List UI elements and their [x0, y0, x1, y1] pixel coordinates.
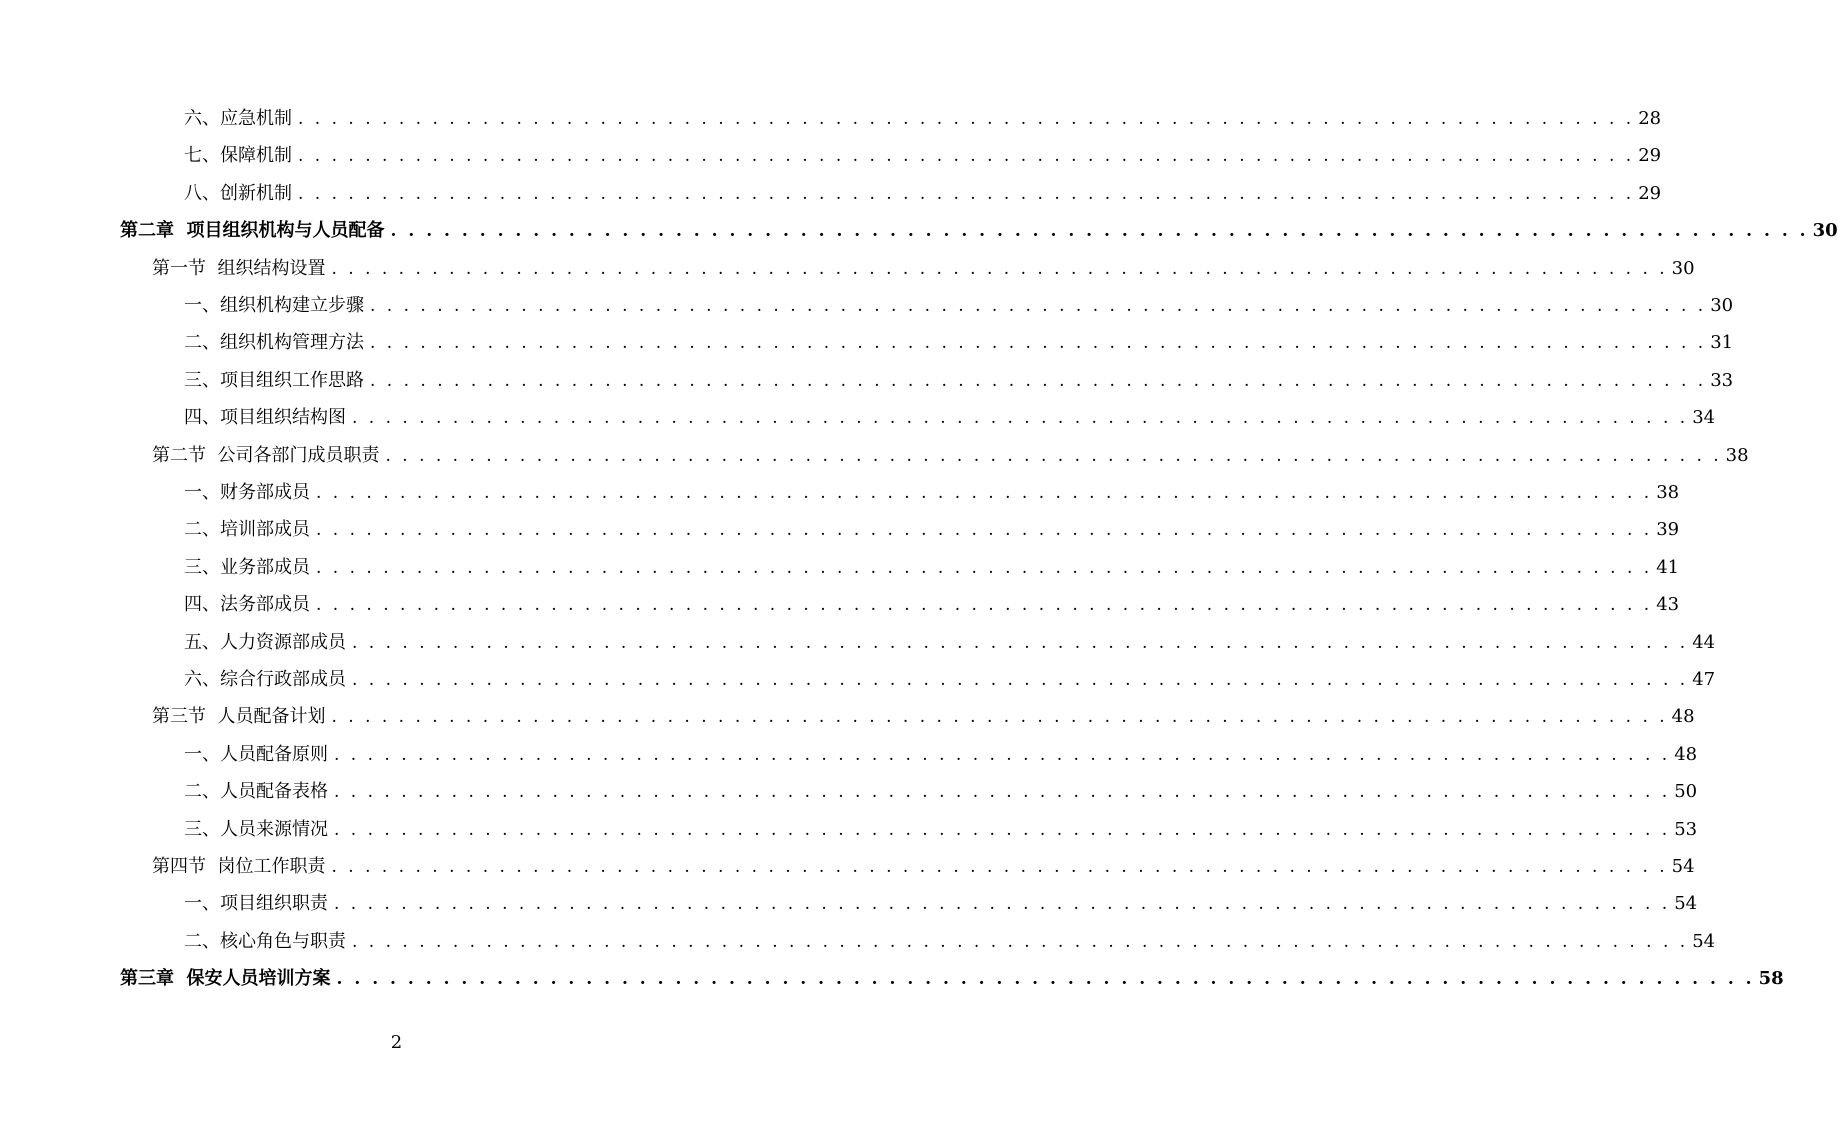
- toc-subsection-entry[interactable]: [184, 628, 1716, 658]
- dot-leader: . . . . . . . . . . . . . . . . . . . . . . . . . . . . . . . . . . . . . . . . . . . . . . . . . . . . . . . . . . . . . . . . . . . . . . . . . . . . . . . .: [352, 670, 1689, 690]
- toc-entry-page: 31: [1710, 332, 1734, 354]
- toc-entry-page: 50: [1674, 781, 1698, 803]
- toc-entry-label: 六、综合行政部成员: [184, 669, 346, 690]
- dot-leader: . . . . . . . . . . . . . . . . . . . . . . . . . . . . . . . . . . . . . . . . . . . . . . . . . . . . . . . . . . . . . . . . . . . . . . . . . . . . . . . .: [334, 744, 1671, 765]
- toc-entry-label: 第二章 项目组织机构与人员配备: [120, 220, 385, 242]
- toc-entry-page: 48: [1674, 743, 1698, 765]
- toc-entry-page: 30: [1710, 295, 1734, 316]
- toc-subsection-entry[interactable]: [184, 815, 1698, 845]
- toc-subsection-entry[interactable]: [184, 740, 1698, 770]
- toc-entry-label: 六、应急机制: [184, 108, 292, 129]
- toc-entry-label: 三、人员来源情况: [184, 818, 328, 840]
- dot-leader: . . . . . . . . . . . . . . . . . . . . . . . . . . . . . . . . . . . . . . . . . . . . . . . . . . . . . . . . . . . . . . . . . . . . . . . . . . . . . . . .: [298, 183, 1635, 204]
- toc-entry-label: 五、人力资源部成员: [184, 631, 346, 653]
- dot-leader: . . . . . . . . . . . . . . . . . . . . . . . . . . . . . . . . . . . . . . . . . . . . . . . . . . . . . . . . . . . . . . . . . . . . . . . . . . . . . . . .: [316, 557, 1653, 578]
- dot-leader: . . . . . . . . . . . . . . . . . . . . . . . . . . . . . . . . . . . . . . . . . . . . . . . . . . . . . . . . . . . . . . . . . . . . . . . . . . . . . . . .: [370, 333, 1707, 354]
- toc-subsection-entry[interactable]: [184, 104, 1662, 134]
- dot-leader: . . . . . . . . . . . . . . . . . . . . . . . . . . . . . . . . . . . . . . . . . . . . . . . . . . . . . . . . . . . . . . . . . . . . . . . . . . . . . . . .: [352, 931, 1689, 952]
- toc-entry-page: 38: [1656, 482, 1680, 503]
- toc-chapter-entry[interactable]: [120, 216, 1838, 246]
- dot-leader: . . . . . . . . . . . . . . . . . . . . . . . . . . . . . . . . . . . . . . . . . . . . . . . . . . . . . . . . . . . . . . . . . . . . . . . . . . . . . . . .: [316, 483, 1653, 503]
- dot-leader: . . . . . . . . . . . . . . . . . . . . . . . . . . . . . . . . . . . . . . . . . . . . . . . . . . . . . . . . . . . . . . . . . . . . . . . . . . . . . . . .: [352, 632, 1689, 653]
- toc-entry-page: 47: [1692, 669, 1716, 690]
- toc-entry-page: 38: [1725, 444, 1749, 466]
- toc-entry-page: 53: [1674, 818, 1698, 840]
- toc-entry-label: 第一节 组织结构设置: [152, 257, 326, 279]
- toc-subsection-entry[interactable]: [184, 777, 1698, 807]
- toc-subsection-entry[interactable]: [184, 927, 1716, 957]
- toc-entry-page: 54: [1674, 893, 1698, 915]
- dot-leader: . . . . . . . . . . . . . . . . . . . . . . . . . . . . . . . . . . . . . . . . . . . . . . . . . . . . . . . . . . . . . . . . . . . . . . . . . . . . . . . .: [352, 408, 1689, 429]
- dot-leader: . . . . . . . . . . . . . . . . . . . . . . . . . . . . . . . . . . . . . . . . . . . . . . . . . . . . . . . . . . . . . . . . . . . . . . . . . . . . . . . .: [316, 595, 1653, 616]
- dot-leader: . . . . . . . . . . . . . . . . . . . . . . . . . . . . . . . . . . . . . . . . . . . . . . . . . . . . . . . . . . . . . . . . . . . . . . . . . . . . . . . .: [331, 707, 1668, 728]
- toc-entry-page: 58: [1758, 968, 1784, 990]
- toc-subsection-entry[interactable]: [184, 515, 1680, 545]
- toc-entry-page: 33: [1710, 369, 1734, 391]
- toc-subsection-entry[interactable]: [184, 403, 1716, 433]
- dot-leader: . . . . . . . . . . . . . . . . . . . . . . . . . . . . . . . . . . . . . . . . . . . . . . . . . . . . . . . . . . . . . . . . . . . . . . . . . . . . . . . .: [370, 370, 1707, 391]
- toc-entry-page: 29: [1638, 182, 1662, 204]
- toc-entry-label: 七、保障机制: [184, 145, 292, 167]
- toc-section-entry[interactable]: [152, 441, 1749, 471]
- toc-entry-label: 一、人员配备原则: [184, 743, 328, 765]
- toc-entry-label: 三、项目组织工作思路: [184, 369, 364, 391]
- toc-section-entry[interactable]: [152, 702, 1695, 732]
- toc-subsection-entry[interactable]: [184, 141, 1662, 171]
- toc-section-entry[interactable]: [152, 254, 1695, 284]
- toc-entry-label: 二、组织机构管理方法: [184, 332, 364, 354]
- toc-entry-page: 43: [1656, 594, 1680, 616]
- dot-leader: . . . . . . . . . . . . . . . . . . . . . . . . . . . . . . . . . . . . . . . . . . . . . . . . . . . . . . . . . . . . . . . . . . . . . . . . . . . . . . . .: [370, 296, 1707, 316]
- toc-subsection-entry[interactable]: [184, 291, 1734, 321]
- toc-entry-page: 34: [1692, 407, 1716, 429]
- toc-entry-label: 一、财务部成员: [184, 482, 310, 503]
- toc-subsection-entry[interactable]: [184, 478, 1680, 508]
- dot-leader: . . . . . . . . . . . . . . . . . . . . . . . . . . . . . . . . . . . . . . . . . . . . . . . . . . . . . . . . . . . . . . . . . . . . . . . . . . . . . . . .: [316, 520, 1653, 541]
- page-number: 2: [390, 1032, 403, 1053]
- toc-entry-label: 二、培训部成员: [184, 519, 310, 541]
- toc-entry-page: 39: [1656, 519, 1680, 541]
- toc-subsection-entry[interactable]: [184, 366, 1734, 396]
- dot-leader: . . . . . . . . . . . . . . . . . . . . . . . . . . . . . . . . . . . . . . . . . . . . . . . . . . . . . . . . . . . . . . . . . . . . . . . . . . . . . . . .: [331, 857, 1668, 877]
- toc-entry-label: 四、法务部成员: [184, 594, 310, 616]
- toc-entry-label: 三、业务部成员: [184, 556, 310, 578]
- dot-leader: . . . . . . . . . . . . . . . . . . . . . . . . . . . . . . . . . . . . . . . . . . . . . . . . . . . . . . . . . . . . . . . . . . . . . . . . . . . . . . . .: [298, 109, 1635, 129]
- toc-subsection-entry[interactable]: [184, 665, 1716, 695]
- dot-leader: . . . . . . . . . . . . . . . . . . . . . . . . . . . . . . . . . . . . . . . . . . . . . . . . . . . . . . . . . . . . . . . . . . . . . . . . . . . . . . . .: [298, 146, 1635, 167]
- toc-entry-page: 30: [1812, 220, 1838, 242]
- toc-entry-page: 48: [1671, 706, 1695, 728]
- toc-entry-page: 28: [1638, 108, 1662, 129]
- toc-entry-page: 30: [1671, 257, 1695, 279]
- toc-entry-page: 44: [1692, 631, 1716, 653]
- toc-subsection-entry[interactable]: [184, 590, 1680, 620]
- toc-entry-label: 第三章 保安人员培训方案: [120, 968, 331, 990]
- toc-entry-label: 第二节 公司各部门成员职责: [152, 444, 380, 466]
- dot-leader: . . . . . . . . . . . . . . . . . . . . . . . . . . . . . . . . . . . . . . . . . . . . . . . . . . . . . . . . . . . . . . . . . . . . . . . . . . . . . . . .: [334, 894, 1671, 915]
- toc-entry-label: 二、核心角色与职责: [184, 930, 346, 952]
- dot-leader: . . . . . . . . . . . . . . . . . . . . . . . . . . . . . . . . . . . . . . . . . . . . . . . . . . . . . . . . . . . . . . . . . . . . . . . . . . . . . . . .: [334, 819, 1671, 840]
- toc-entry-label: 一、组织机构建立步骤: [184, 295, 364, 316]
- toc-entry-label: 第四节 岗位工作职责: [152, 856, 326, 877]
- dot-leader: . . . . . . . . . . . . . . . . . . . . . . . . . . . . . . . . . . . . . . . . . . . . . . . . . . . . . . . . . . . . . . . . . . . . . . . . . . . . . . . .: [331, 258, 1668, 279]
- dot-leader: . . . . . . . . . . . . . . . . . . . . . . . . . . . . . . . . . . . . . . . . . . . . . . . . . . . . . . . . . . . . . . . . . . . . . . . . . . . . . . . .: [336, 969, 1755, 990]
- toc-subsection-entry[interactable]: [184, 179, 1662, 209]
- toc-subsection-entry[interactable]: [184, 328, 1734, 358]
- toc-subsection-entry[interactable]: [184, 889, 1698, 919]
- toc-entry-label: 二、人员配备表格: [184, 781, 328, 803]
- toc-entry-page: 54: [1671, 856, 1695, 877]
- toc-section-entry[interactable]: [152, 852, 1695, 882]
- toc-entry-page: 29: [1638, 145, 1662, 167]
- dot-leader: . . . . . . . . . . . . . . . . . . . . . . . . . . . . . . . . . . . . . . . . . . . . . . . . . . . . . . . . . . . . . . . . . . . . . . . . . . . . . . . .: [390, 221, 1809, 242]
- dot-leader: . . . . . . . . . . . . . . . . . . . . . . . . . . . . . . . . . . . . . . . . . . . . . . . . . . . . . . . . . . . . . . . . . . . . . . . . . . . . . . . .: [334, 782, 1671, 803]
- toc-entry-label: 一、项目组织职责: [184, 893, 328, 915]
- toc-entry-page: 41: [1656, 556, 1680, 578]
- dot-leader: . . . . . . . . . . . . . . . . . . . . . . . . . . . . . . . . . . . . . . . . . . . . . . . . . . . . . . . . . . . . . . . . . . . . . . . . . . . . . . . .: [385, 445, 1722, 466]
- toc-entry-label: 四、项目组织结构图: [184, 407, 346, 429]
- toc-chapter-entry[interactable]: [120, 964, 1784, 994]
- toc-entry-label: 八、创新机制: [184, 182, 292, 204]
- toc-entry-page: 54: [1692, 930, 1716, 952]
- toc-entry-label: 第三节 人员配备计划: [152, 706, 326, 728]
- toc-subsection-entry[interactable]: [184, 553, 1680, 583]
